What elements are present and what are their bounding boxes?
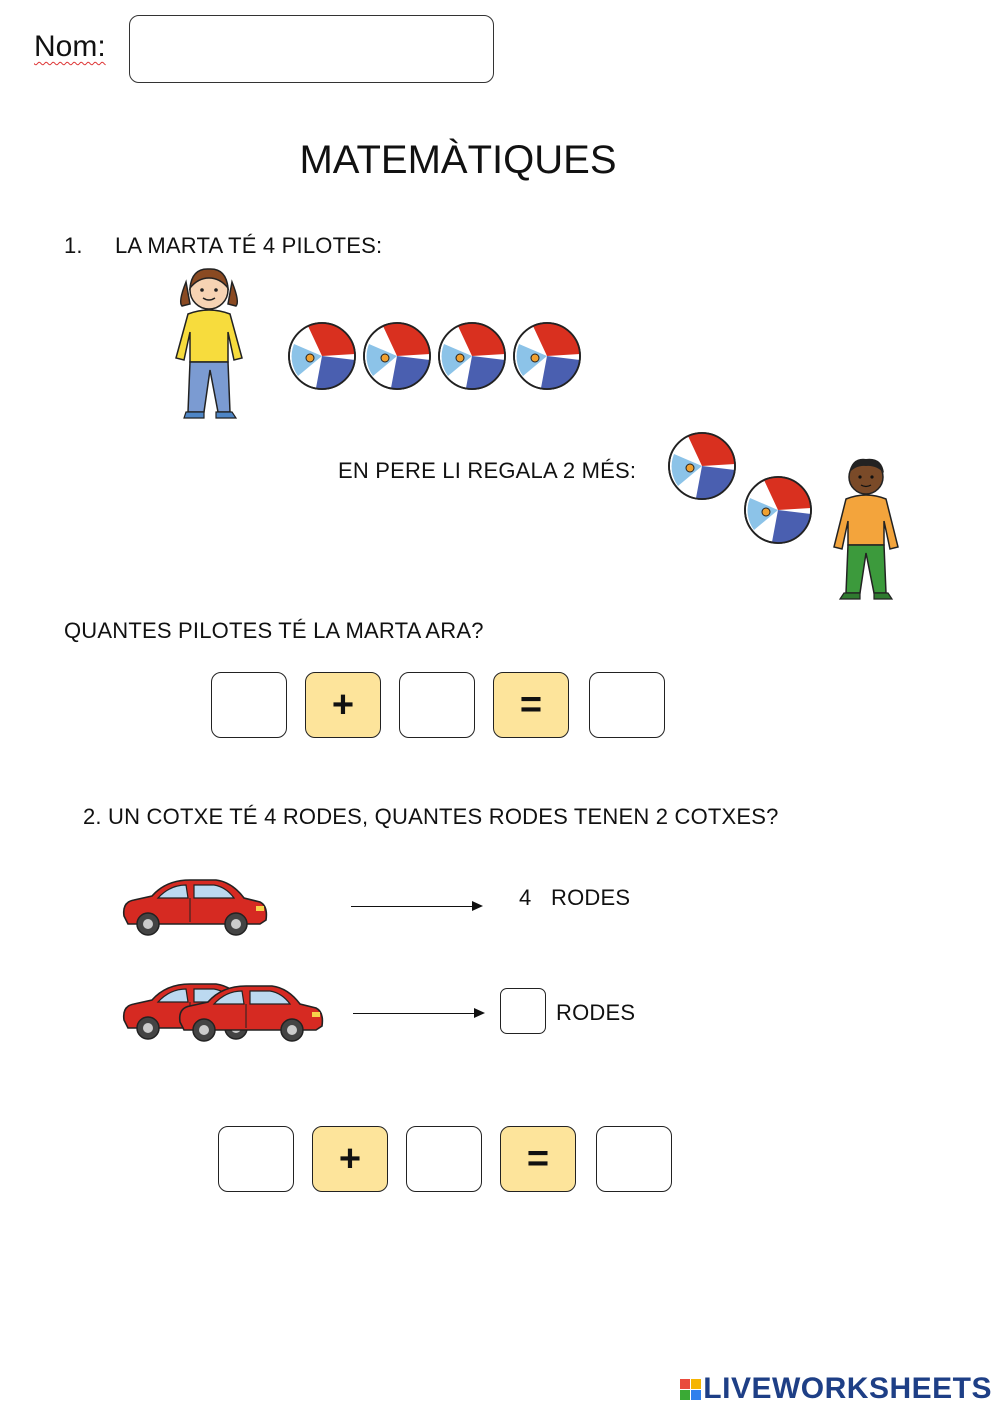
car-1-wheels-label: RODES [551, 885, 631, 910]
eq2-answer-box-1[interactable] [218, 1126, 294, 1192]
eq2-equals-sign: = [500, 1126, 576, 1192]
car-1-wheel-count: 4 [519, 885, 532, 910]
exercise-2-question: 2. UN COTXE TÉ 4 RODES, QUANTES RODES TENEN 2 COTXES? [83, 804, 779, 829]
arrow-icon [353, 1013, 483, 1014]
two-cars-icon [120, 980, 330, 1046]
name-label: Nom: [34, 30, 106, 63]
eq1-equals-sign: = [493, 672, 569, 738]
eq2-plus-sign: + [312, 1126, 388, 1192]
exercise-1-number: 1. [64, 233, 83, 258]
eq1-answer-box-2[interactable] [399, 672, 475, 738]
liveworksheets-logo [680, 1372, 992, 1406]
eq1-result-box[interactable] [589, 672, 665, 738]
exercise-1-statement: LA MARTA TÉ 4 PILOTES: [115, 233, 383, 258]
eq2-result-box[interactable] [596, 1126, 672, 1192]
balls-group-marta [286, 320, 586, 392]
balls-group-pere [666, 430, 816, 548]
wheels-answer-box[interactable] [500, 988, 546, 1034]
girl-figure [168, 262, 250, 422]
boy-figure [830, 455, 902, 603]
arrow-icon [351, 906, 481, 907]
name-input[interactable] [129, 15, 494, 83]
gift-statement: EN PERE LI REGALA 2 MÉS: [338, 458, 637, 483]
eq1-plus-sign: + [305, 672, 381, 738]
car-2-wheels-label: RODES [556, 1000, 636, 1025]
exercise-1-question: QUANTES PILOTES TÉ LA MARTA ARA? [64, 618, 484, 643]
page-title: MATEMÀTIQUES [299, 138, 617, 182]
eq1-answer-box-1[interactable] [211, 672, 287, 738]
eq2-answer-box-2[interactable] [406, 1126, 482, 1192]
car-icon [120, 876, 270, 940]
logo-mark-icon [680, 1379, 701, 1400]
logo-text: LIVEWORKSHEETS [703, 1372, 992, 1405]
